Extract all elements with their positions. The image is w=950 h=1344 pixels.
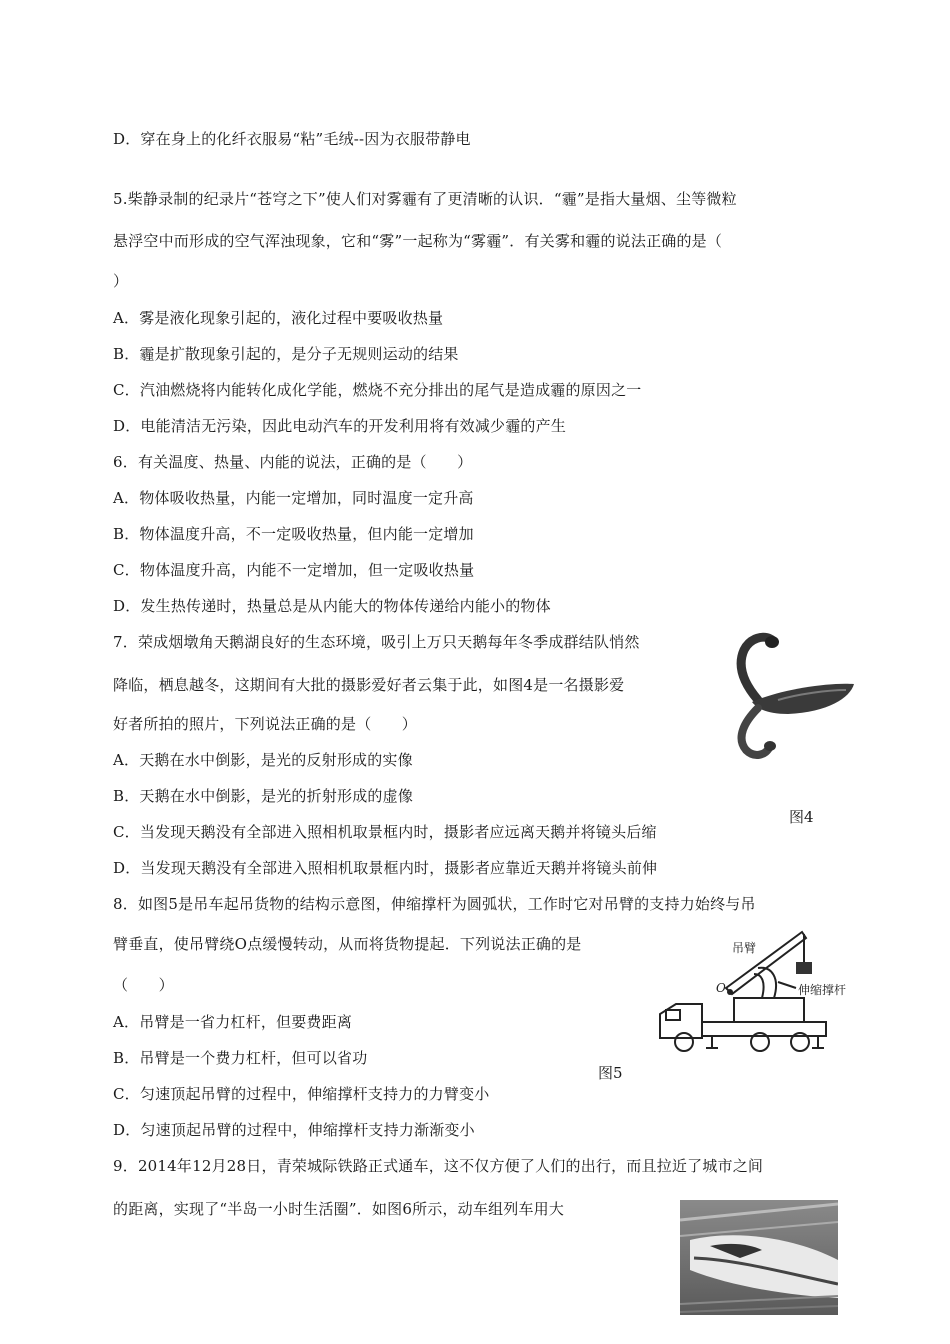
q9-stem-line-1: 9．2014年12月28日，青荣城际铁路正式通车，这不仅方便了人们的出行，而且拉近了城市之间 [113, 1157, 764, 1175]
q7-stem-line-2: 降临，栖息越冬，这期间有大批的摄影爱好者云集于此，如图4是一名摄影爱 [113, 676, 625, 694]
figure-5-caption: 图5 [598, 1064, 623, 1082]
crane-diagram-figure [654, 922, 874, 1057]
swan-reflection-figure [718, 628, 858, 760]
q7-stem-line-1: 7．荣成烟墩角天鹅湖良好的生态环境，吸引上万只天鹅每年冬季成群结队悄然 [113, 633, 640, 651]
label-boom: 吊臂 [732, 941, 757, 955]
q6-option-d: D．发生热传递时，热量总是从内能大的物体传递给内能小的物体 [113, 597, 551, 615]
q8-option-c: C．匀速顶起吊臂的过程中，伸缩撑杆支持力的力臂变小 [113, 1085, 490, 1103]
q4-option-d: D．穿在身上的化纤衣服易“粘”毛绒--因为衣服带静电 [113, 130, 471, 148]
q8-option-b: B．吊臂是一个费力杠杆，但可以省功 [113, 1049, 368, 1067]
q5-stem-line-1: 5.柴静录制的纪录片“苍穹之下”使人们对雾霾有了更清晰的认识．“霾”是指大量烟、尘等微粒 [113, 190, 737, 208]
q7-option-a: A．天鹅在水中倒影，是光的反射形成的实像 [113, 751, 413, 769]
q6-stem: 6．有关温度、热量、内能的说法，正确的是（ ） [113, 453, 473, 471]
q5-option-d: D．电能清洁无污染，因此电动汽车的开发利用将有效减少霾的产生 [113, 417, 567, 435]
q8-stem-line-3: （ ） [113, 976, 174, 994]
q6-option-c: C．物体温度升高，内能不一定增加，但一定吸收热量 [113, 561, 475, 579]
q7-option-b: B．天鹅在水中倒影，是光的折射形成的虚像 [113, 787, 414, 805]
label-pivot-o: O [716, 981, 726, 995]
q5-option-a: A．雾是液化现象引起的，液化过程中要吸收热量 [113, 309, 444, 327]
q5-stem-line-3: ） [113, 272, 129, 290]
figure-4-caption: 图4 [789, 808, 814, 826]
q5-option-b: B．霾是扩散现象引起的，是分子无规则运动的结果 [113, 345, 459, 363]
q8-stem-line-2: 臂垂直，使吊臂绕O点缓慢转动，从而将货物提起．下列说法正确的是 [113, 935, 582, 953]
q7-option-d: D．当发现天鹅没有全部进入照相机取景框内时，摄影者应靠近天鹅并将镜头前伸 [113, 859, 658, 877]
q7-option-c: C．当发现天鹅没有全部进入照相机取景框内时，摄影者应远离天鹅并将镜头后缩 [113, 823, 657, 841]
q8-stem-line-1: 8．如图5是吊车起吊货物的结构示意图，伸缩撑杆为圆弧状，工作时它对吊臂的支持力始终与吊 [113, 895, 756, 913]
q5-option-c: C．汽油燃烧将内能转化成化学能，燃烧不充分排出的尾气是造成霾的原因之一 [113, 381, 642, 399]
q6-option-a: A．物体吸收热量，内能一定增加，同时温度一定升高 [113, 489, 474, 507]
q8-option-d: D．匀速顶起吊臂的过程中，伸缩撑杆支持力渐渐变小 [113, 1121, 475, 1139]
label-strut: 伸缩撑杆 [798, 983, 847, 997]
train-photo-figure [680, 1200, 838, 1315]
q9-stem-line-2: 的距离，实现了“半岛一小时生活圈”．如图6所示，动车组列车用大 [113, 1200, 565, 1218]
q5-stem-line-2: 悬浮空中而形成的空气浑浊现象，它和“雾”一起称为“雾霾”．有关雾和霾的说法正确的是（ [113, 232, 723, 250]
q8-option-a: A．吊臂是一省力杠杆，但要费距离 [113, 1013, 353, 1031]
q6-option-b: B．物体温度升高，不一定吸收热量，但内能一定增加 [113, 525, 474, 543]
q7-stem-line-3: 好者所拍的照片，下列说法正确的是（ ） [113, 715, 418, 733]
